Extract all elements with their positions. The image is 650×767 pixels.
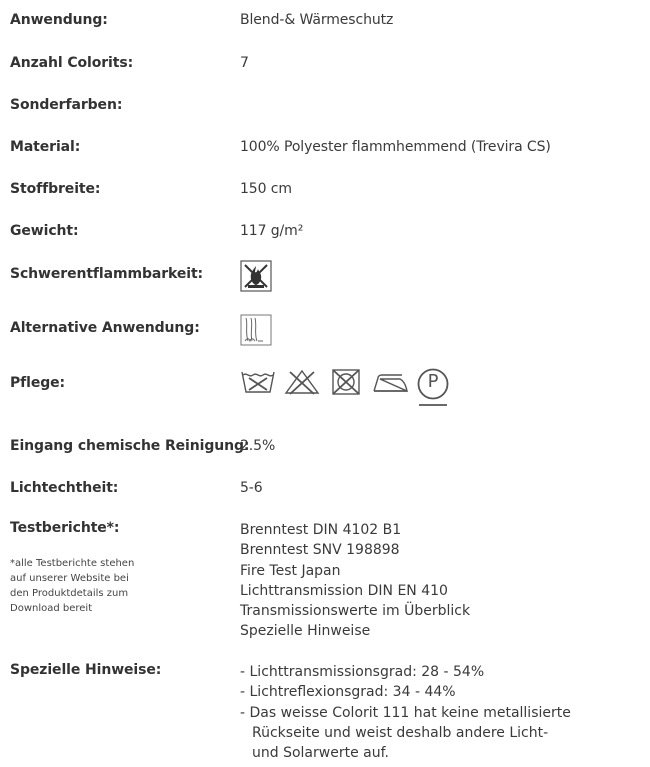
- flame-retardant-icon: [240, 260, 272, 292]
- testberichte-list: [240, 520, 470, 642]
- note-line: den Produktdetails zum: [10, 588, 129, 599]
- value-gewicht: 117 g/m²: [240, 223, 304, 239]
- label-anwendung: Anwendung:: [10, 12, 108, 28]
- value-stoffbreite: 150 cm: [240, 181, 292, 197]
- label-stoffbreite: Stoffbreite:: [10, 181, 101, 197]
- label-anzahl-colorits: Anzahl Colorits:: [10, 55, 134, 71]
- value-eingang-chemische-reinigung: 2.5%: [240, 438, 276, 454]
- report-link-spezielle-hinweise[interactable]: Spezielle Hinweise: [240, 623, 371, 640]
- label-eingang-chemische-reinigung: Eingang chemische Reinigung:: [10, 438, 250, 454]
- professional-clean-p-icon: [416, 367, 450, 409]
- label-material: Material:: [10, 139, 81, 155]
- report-link-fire-test-japan[interactable]: Fire Test Japan: [240, 562, 341, 579]
- label-testberichte: Testberichte*:: [10, 520, 120, 536]
- no-bleach-icon: [284, 368, 320, 396]
- label-alternative-anwendung: Alternative Anwendung:: [10, 320, 200, 336]
- value-anwendung: Blend-& Wärmeschutz: [240, 12, 394, 28]
- report-link-transmissionswerte[interactable]: Transmissionswerte im Überblick: [240, 603, 471, 620]
- label-pflege: Pflege:: [10, 375, 66, 391]
- iron-low-icon: [372, 368, 410, 396]
- testberichte-note: [10, 556, 134, 616]
- no-tumble-dry-icon: [330, 367, 362, 397]
- note-line: Download bereit: [10, 603, 93, 614]
- wash-tub-icon: [240, 368, 276, 396]
- note-line: *alle Testberichte stehen: [10, 558, 135, 569]
- hint-item: - Lichtreflexionsgrad: 34 - 44%: [240, 684, 456, 701]
- hint-item: - Lichttransmissionsgrad: 28 - 54%: [240, 664, 485, 680]
- hint-continuation: Rückseite und weist deshalb andere Licht-: [252, 724, 549, 741]
- hint-item: - Das weisse Colorit 111 hat keine metallisierte: [240, 704, 571, 721]
- label-spezielle-hinweise: Spezielle Hinweise:: [10, 662, 162, 678]
- report-link-lichttransmission[interactable]: Lichttransmission DIN EN 410: [240, 582, 448, 599]
- label-lichtechtheit: Lichtechtheit:: [10, 480, 119, 496]
- value-lichtechtheit: 5-6: [240, 480, 263, 496]
- label-schwerentflammbarkeit: Schwerentflammbarkeit:: [10, 266, 204, 282]
- report-link-brenntest-din[interactable]: Brenntest DIN 4102 B1: [240, 522, 402, 538]
- professional-clean-letter: P: [427, 371, 439, 392]
- report-link-brenntest-snv[interactable]: Brenntest SNV 198898: [240, 542, 400, 559]
- value-material: 100% Polyester flammhemmend (Trevira CS): [240, 139, 551, 155]
- label-gewicht: Gewicht:: [10, 223, 79, 239]
- curtain-icon: [240, 314, 272, 346]
- label-sonderfarben: Sonderfarben:: [10, 97, 123, 113]
- note-line: auf unserer Website bei: [10, 573, 129, 584]
- value-anzahl-colorits: 7: [240, 55, 249, 71]
- hint-continuation: und Solarwerte auf.: [252, 745, 389, 762]
- spezielle-hinweise-list: [240, 662, 571, 763]
